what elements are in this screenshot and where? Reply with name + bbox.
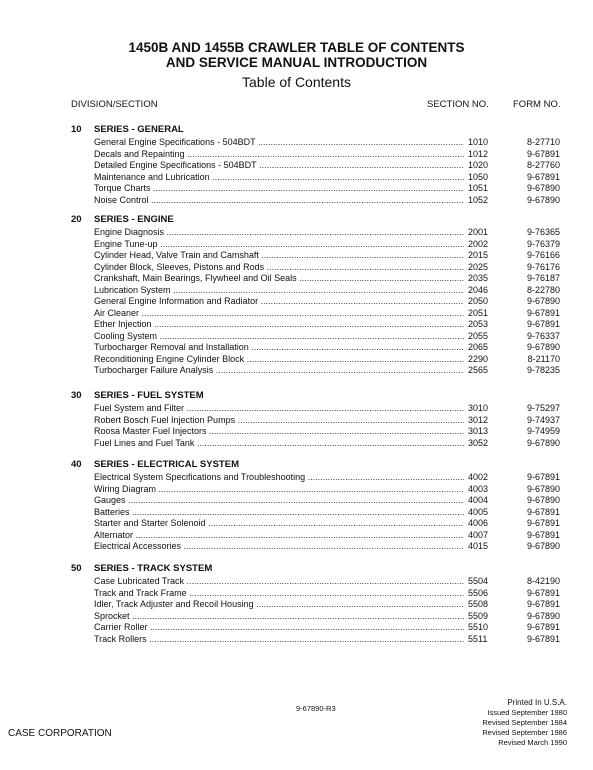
toc-entry-title: General Engine Specifications - 504BDT .....: [94, 137, 464, 147]
toc-entry[interactable]: [0, 495, 593, 507]
toc-entry[interactable]: [0, 183, 593, 195]
toc-entry[interactable]: [0, 273, 593, 285]
toc-entry-title: Maintenance and Lubrication .....: [94, 172, 464, 182]
toc-entry[interactable]: [0, 354, 593, 366]
footer-issued: Issued September 1980: [487, 708, 567, 717]
division-title: SERIES - ENGINE: [94, 214, 174, 225]
toc-entry[interactable]: [0, 331, 593, 343]
toc-entry-title: Lubrication System .....: [94, 285, 464, 295]
toc-entry-form-no: 9-67890: [526, 610, 560, 621]
toc-entry-form-no: 9-67891: [526, 506, 560, 517]
toc-entry[interactable]: [0, 599, 593, 611]
division-section: [0, 390, 593, 449]
toc-entry-title: Air Cleaner .....: [94, 308, 464, 318]
toc-entry[interactable]: [0, 415, 593, 427]
toc-entry-form-no: 9-76166: [526, 250, 560, 260]
toc-entry-title: Engine Tune-up .....: [94, 239, 464, 249]
division-title: SERIES - GENERAL: [94, 124, 184, 135]
document-subtitle: Table of Contents: [242, 74, 351, 90]
division-header: [0, 563, 593, 576]
footer-revised-3: Revised March 1990: [498, 738, 567, 747]
footer-revised-2: Revised September 1986: [482, 728, 567, 737]
toc-entry-form-no: 9-74959: [526, 426, 560, 436]
toc-entry-form-no: 9-67891: [526, 622, 560, 632]
toc-entry[interactable]: [0, 541, 593, 553]
toc-entry-form-no: 9-74937: [526, 414, 560, 425]
division-number: 10: [71, 124, 82, 135]
toc-entry-form-no: 9-67891: [526, 633, 560, 644]
toc-entry[interactable]: [0, 403, 593, 415]
toc-entry[interactable]: [0, 588, 593, 600]
toc-entry-form-no: 9-67890: [526, 437, 560, 448]
toc-entry-form-no: 9-67891: [526, 171, 560, 182]
toc-entry-title: Detailed Engine Specifications - 504BDT .....: [94, 160, 464, 170]
toc-entry-form-no: 9-67891: [526, 307, 560, 318]
toc-entry-section-no: 2046: [468, 284, 489, 295]
toc-entry-title: Ether Injection .....: [94, 319, 464, 329]
toc-entry[interactable]: [0, 319, 593, 331]
toc-entry-form-no: 8-27710: [526, 137, 560, 147]
toc-entry[interactable]: [0, 365, 593, 377]
toc-entry[interactable]: [0, 172, 593, 184]
toc-entry-form-no: 9-76365: [526, 227, 560, 237]
division-header: [0, 390, 593, 403]
toc-entry[interactable]: [0, 160, 593, 172]
toc-entry-section-no: 2051: [468, 307, 489, 318]
toc-entry-form-no: 9-67891: [526, 599, 560, 609]
footer-revised-1: Revised September 1984: [482, 718, 567, 727]
toc-entry-section-no: 3010: [468, 403, 489, 413]
toc-entry[interactable]: [0, 472, 593, 484]
toc-entry-section-no: 4007: [468, 529, 489, 540]
toc-entry[interactable]: [0, 438, 593, 450]
toc-entry-title: Noise Control .....: [94, 195, 464, 205]
toc-entry-title: Electrical Accessories .....: [94, 541, 464, 551]
division-header: [0, 459, 593, 472]
division-title: SERIES - FUEL SYSTEM: [94, 390, 204, 401]
toc-entry[interactable]: [0, 285, 593, 297]
toc-entry[interactable]: [0, 518, 593, 530]
toc-entry-section-no: 3052: [468, 437, 489, 448]
toc-entry-section-no: 1050: [468, 171, 489, 182]
toc-entry-section-no: 5510: [468, 622, 489, 632]
toc-entry-section-no: 2001: [468, 227, 489, 237]
column-header-form-no: FORM NO.: [513, 99, 561, 110]
toc-entry-title: Fuel System and Filter .....: [94, 403, 464, 413]
toc-entry-section-no: 3013: [468, 426, 489, 436]
toc-entry-form-no: 9-67891: [526, 472, 560, 482]
toc-entry-section-no: 5506: [468, 587, 489, 598]
toc-entry[interactable]: [0, 308, 593, 320]
toc-entry-title: Turbocharger Removal and Installation .....: [94, 342, 464, 352]
division-header: [0, 214, 593, 227]
toc-entry[interactable]: [0, 239, 593, 251]
toc-entry-title: Alternator .....: [94, 530, 464, 540]
division-title: SERIES - TRACK SYSTEM: [94, 563, 213, 574]
toc-entry[interactable]: [0, 195, 593, 207]
toc-entry-title: Idler, Track Adjuster and Recoil Housing .....: [94, 599, 464, 609]
division-number: 30: [71, 390, 82, 401]
toc-entry-form-no: 9-76187: [526, 273, 560, 283]
toc-entry-title: Decals and Repainting .....: [94, 149, 464, 159]
toc-entry-section-no: 2035: [468, 273, 489, 283]
column-header-section-no: SECTION NO.: [427, 99, 489, 110]
toc-entry-title: Cooling System .....: [94, 331, 464, 341]
toc-entry[interactable]: [0, 634, 593, 646]
toc-entry[interactable]: [0, 342, 593, 354]
toc-entry-section-no: 5504: [468, 576, 489, 586]
document-title-line-1: 1450B AND 1455B CRAWLER TABLE OF CONTENTS: [128, 40, 465, 55]
toc-entry-section-no: 2050: [468, 296, 489, 306]
toc-entry-section-no: 4005: [468, 506, 489, 517]
toc-entry-title: Sprocket .....: [94, 611, 464, 621]
division-number: 50: [71, 563, 82, 574]
toc-entry-section-no: 4004: [468, 495, 489, 505]
division-section: [0, 563, 593, 645]
toc-entry[interactable]: [0, 576, 593, 588]
document-title-line-2: AND SERVICE MANUAL INTRODUCTION: [165, 55, 428, 70]
toc-entry-section-no: 1012: [468, 148, 489, 159]
toc-entry-section-no: 1010: [468, 137, 489, 147]
toc-entry-section-no: 2065: [468, 342, 489, 352]
footer-corporation: CASE CORPORATION: [8, 728, 112, 739]
toc-entry-title: Roosa Master Fuel Injectors .....: [94, 426, 464, 436]
toc-entry-form-no: 8-27760: [526, 160, 560, 170]
toc-entry-form-no: 8-42190: [526, 576, 560, 586]
toc-entry[interactable]: [0, 611, 593, 623]
toc-entry-title: Cylinder Head, Valve Train and Camshaft .....: [94, 250, 464, 260]
division-section: [0, 124, 593, 206]
toc-entry-title: General Engine Information and Radiator .....: [94, 296, 464, 306]
toc-entry[interactable]: [0, 149, 593, 161]
footer-form-code: 9-67890-R3: [296, 704, 336, 713]
toc-entry-section-no: 4002: [468, 472, 489, 482]
toc-entry[interactable]: [0, 137, 593, 149]
toc-entry-section-no: 2290: [468, 353, 489, 364]
toc-entry-form-no: 8-22780: [526, 284, 560, 295]
toc-entry-section-no: 2002: [468, 238, 489, 249]
toc-entry[interactable]: [0, 484, 593, 496]
toc-entry-section-no: 4006: [468, 518, 489, 528]
toc-entry-title: Crankshaft, Main Bearings, Flywheel and Oil Seals .....: [94, 273, 464, 283]
toc-entry-title: Fuel Lines and Fuel Tank .....: [94, 438, 464, 448]
toc-entry-title: Wiring Diagram .....: [94, 484, 464, 494]
toc-entry-section-no: 2025: [468, 261, 489, 272]
toc-entry-form-no: 9-67890: [526, 495, 560, 505]
toc-entry[interactable]: [0, 250, 593, 262]
toc-entry-section-no: 5511: [468, 633, 488, 644]
toc-entry-title: Starter and Starter Solenoid .....: [94, 518, 464, 528]
toc-entry-form-no: 9-67891: [526, 529, 560, 540]
division-title: SERIES - ELECTRICAL SYSTEM: [94, 459, 239, 470]
division-header: [0, 124, 593, 137]
toc-entry-title: Engine Diagnosis .....: [94, 227, 464, 237]
toc-entry-title: Track and Track Frame .....: [94, 588, 464, 598]
toc-entry-form-no: 9-76379: [526, 238, 560, 249]
toc-entry-title: Gauges .....: [94, 495, 464, 505]
toc-entry-section-no: 2053: [468, 319, 489, 329]
toc-entry-form-no: 9-67890: [526, 541, 560, 551]
toc-entry-title: Reconditioning Engine Cylinder Block .....: [94, 354, 464, 364]
toc-entry-title: Torque Charts .....: [94, 183, 464, 193]
toc-entry-title: Electrical System Specifications and Troubleshooting .....: [94, 472, 464, 482]
column-header-division: DIVISION/SECTION: [71, 99, 158, 110]
toc-entry-section-no: 2565: [468, 365, 489, 375]
toc-entry-form-no: 9-75297: [526, 403, 560, 413]
toc-entry-section-no: 1052: [468, 194, 489, 205]
toc-entry-title: Case Lubricated Track .....: [94, 576, 464, 586]
toc-entry-form-no: 9-67890: [526, 194, 560, 205]
toc-entry-form-no: 9-67891: [526, 518, 560, 528]
toc-entry-section-no: 2055: [468, 330, 489, 341]
toc-entry[interactable]: [0, 426, 593, 438]
toc-entry-form-no: 9-67891: [526, 587, 560, 598]
toc-entry-form-no: 9-67890: [526, 483, 560, 494]
toc-entry-section-no: 4015: [468, 541, 489, 551]
toc-entry-section-no: 1020: [468, 160, 489, 170]
toc-entry-form-no: 9-67891: [526, 319, 560, 329]
toc-entry-form-no: 9-67890: [526, 183, 560, 193]
toc-entry[interactable]: [0, 262, 593, 274]
division-number: 40: [71, 459, 82, 470]
toc-entry-title: Turbocharger Failure Analysis .....: [94, 365, 464, 375]
division-section: [0, 214, 593, 377]
footer-print-history: [482, 698, 567, 748]
toc-entry[interactable]: [0, 227, 593, 239]
toc-entry-form-no: 9-67890: [526, 296, 560, 306]
toc-entry-title: Cylinder Block, Sleeves, Pistons and Rods .....: [94, 262, 464, 272]
toc-entry-section-no: 3012: [468, 414, 489, 425]
toc-entry-section-no: 2015: [468, 250, 489, 260]
toc-entry[interactable]: [0, 507, 593, 519]
division-section: [0, 459, 593, 553]
division-number: 20: [71, 214, 82, 225]
toc-entry-title: Track Rollers .....: [94, 634, 464, 644]
toc-entry-form-no: 9-67890: [526, 342, 560, 352]
toc-entry-form-no: 9-76337: [526, 330, 560, 341]
toc-entry-title: Carrier Roller .....: [94, 622, 464, 632]
toc-entry-section-no: 1051: [468, 183, 489, 193]
toc-entry-section-no: 5509: [468, 610, 489, 621]
toc-entry-title: Batteries .....: [94, 507, 464, 517]
toc-entry[interactable]: [0, 530, 593, 542]
toc-entry[interactable]: [0, 296, 593, 308]
toc-entry-form-no: 9-76176: [526, 261, 560, 272]
toc-entry-form-no: 9-78235: [526, 365, 560, 375]
footer-printed: Printed In U.S.A.: [507, 698, 567, 707]
toc-entry-form-no: 9-67891: [526, 148, 560, 159]
toc-entry[interactable]: [0, 622, 593, 634]
toc-entry-form-no: 8-21170: [527, 353, 560, 364]
toc-entry-section-no: 5508: [468, 599, 489, 609]
toc-entry-title: Robert Bosch Fuel Injection Pumps .....: [94, 415, 464, 425]
toc-entry-section-no: 4003: [468, 483, 489, 494]
